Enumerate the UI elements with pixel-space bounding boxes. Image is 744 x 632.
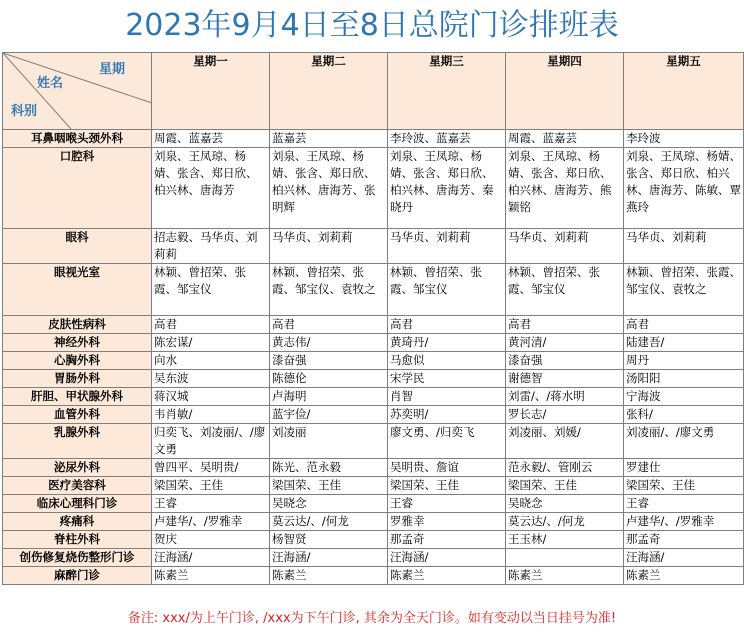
schedule-cell: 陈素兰 — [152, 567, 270, 585]
schedule-cell: 那孟奇 — [624, 531, 744, 549]
schedule-cell: 刘泉、王凤琼、杨婧、张含、郑日欣、柏兴林、唐海芳、张明辉 — [270, 148, 388, 229]
schedule-cell: 王玉林/ — [506, 531, 624, 549]
table-row — [3, 264, 744, 316]
schedule-cell: 林颖、曾招荣、张霞、邹宝仪、袁牧之 — [270, 264, 388, 316]
schedule-cell: 吴东波 — [152, 370, 270, 388]
schedule-cell: 高君 — [270, 316, 388, 334]
day-header-4: 星期四 — [506, 53, 624, 130]
schedule-cell: 陈德伦 — [270, 370, 388, 388]
table-row — [3, 549, 744, 567]
schedule-cell: 黄河清/ — [506, 334, 624, 352]
schedule-cell: 刘泉、王凤琼、杨婧、张含、郑日欣、柏兴林、唐海芳、陈敏、覃燕玲 — [624, 148, 744, 229]
schedule-cell: 莫云达/、/何龙 — [506, 513, 624, 531]
schedule-cell: 漆奋强 — [506, 352, 624, 370]
table-row — [3, 477, 744, 495]
schedule-cell: 汪海涵/ — [152, 549, 270, 567]
schedule-cell: 宋学民 — [388, 370, 506, 388]
schedule-cell: 张科/ — [624, 406, 744, 424]
schedule-table — [2, 52, 744, 585]
table-row — [3, 424, 744, 459]
schedule-cell: 黄琦丹/ — [388, 334, 506, 352]
schedule-cell — [506, 549, 624, 567]
schedule-cell: 廖文勇、/归奕飞 — [388, 424, 506, 459]
corner-day-label: 星期 — [99, 62, 126, 77]
schedule-cell: 林颖、曾招荣、张霞、邹宝仪、袁牧之 — [624, 264, 744, 316]
schedule-cell: 马华贞、刘莉莉 — [270, 229, 388, 264]
schedule-cell: 陆建吾/ — [624, 334, 744, 352]
schedule-cell: 梁国荣、王佳 — [506, 477, 624, 495]
schedule-cell: 杨智贤 — [270, 531, 388, 549]
schedule-cell: 林颖、曾招荣、张霞、邹宝仪 — [152, 264, 270, 316]
schedule-cell: 汪海涵/ — [388, 549, 506, 567]
schedule-cell: 黄志伟/ — [270, 334, 388, 352]
schedule-cell: 马愈似 — [388, 352, 506, 370]
schedule-cell: 刘泉、王凤琼、杨婧、张含、郑日欣、柏兴林、唐海芳 — [152, 148, 270, 229]
schedule-cell: 刘雷/、/蒋水明 — [506, 388, 624, 406]
schedule-cell: 向水 — [152, 352, 270, 370]
schedule-cell: 梁国荣、王佳 — [152, 477, 270, 495]
schedule-cell: 卢海明 — [270, 388, 388, 406]
schedule-cell: 陈素兰 — [624, 567, 744, 585]
schedule-cell: 卢建华/、/罗雅幸 — [624, 513, 744, 531]
page-title: 2023年9月4日至8日总院门诊排班表 — [0, 0, 744, 52]
schedule-cell: 高君 — [388, 316, 506, 334]
table-row — [3, 334, 744, 352]
schedule-cell: 汤阳阳 — [624, 370, 744, 388]
schedule-cell: 蒋汉城 — [152, 388, 270, 406]
schedule-cell: 林颖、曾招荣、张霞、邹宝仪 — [506, 264, 624, 316]
dept-name: 胃肠外科 — [3, 370, 152, 388]
schedule-cell: 吴晓念 — [506, 495, 624, 513]
dept-name: 口腔科 — [3, 148, 152, 229]
schedule-cell: 刘泉、王凤琼、杨婧、张含、郑日欣、柏兴林、唐海芳、秦晓丹 — [388, 148, 506, 229]
schedule-cell: 宁海波 — [624, 388, 744, 406]
schedule-cell: 陈素兰 — [270, 567, 388, 585]
schedule-cell: 高君 — [624, 316, 744, 334]
table-row — [3, 567, 744, 585]
schedule-cell: 吴晓念 — [270, 495, 388, 513]
table-row — [3, 388, 744, 406]
schedule-cell: 肖智 — [388, 388, 506, 406]
table-row — [3, 513, 744, 531]
schedule-cell: 曾四平、吴明贵/ — [152, 459, 270, 477]
schedule-cell: 刘凌丽/、/廖文勇 — [624, 424, 744, 459]
schedule-cell: 苏奕明/ — [388, 406, 506, 424]
schedule-cell: 蓝宇俭/ — [270, 406, 388, 424]
schedule-cell: 罗建仕 — [624, 459, 744, 477]
schedule-cell: 陈素兰 — [506, 567, 624, 585]
table-row — [3, 495, 744, 513]
table-row — [3, 316, 744, 334]
dept-name: 肝胆、甲状腺外科 — [3, 388, 152, 406]
dept-name: 泌尿外科 — [3, 459, 152, 477]
schedule-cell: 吴明贵、詹谊 — [388, 459, 506, 477]
day-header-1: 星期一 — [152, 53, 270, 130]
schedule-cell: 罗长志/ — [506, 406, 624, 424]
schedule-cell: 马华贞、刘莉莉 — [388, 229, 506, 264]
dept-name: 脊柱外科 — [3, 531, 152, 549]
schedule-cell: 王睿 — [152, 495, 270, 513]
table-row — [3, 459, 744, 477]
table-row — [3, 406, 744, 424]
dept-name: 皮肤性病科 — [3, 316, 152, 334]
schedule-cell: 漆奋强 — [270, 352, 388, 370]
table-row — [3, 352, 744, 370]
schedule-cell: 刘凌丽、刘媛/ — [506, 424, 624, 459]
schedule-cell: 陈素兰 — [388, 567, 506, 585]
schedule-cell: 梁国荣、王佳 — [270, 477, 388, 495]
schedule-cell: 汪海涵/ — [270, 549, 388, 567]
schedule-cell: 韦肖敏/ — [152, 406, 270, 424]
dept-name: 血管外科 — [3, 406, 152, 424]
schedule-cell: 范永毅/、管刚云 — [506, 459, 624, 477]
schedule-cell: 梁国荣、王佳 — [388, 477, 506, 495]
day-header-2: 星期二 — [270, 53, 388, 130]
dept-name: 临床心理科门诊 — [3, 495, 152, 513]
dept-name: 心胸外科 — [3, 352, 152, 370]
table-row — [3, 229, 744, 264]
schedule-cell: 陈光、范永毅 — [270, 459, 388, 477]
schedule-cell: 谢德智 — [506, 370, 624, 388]
header-row — [3, 53, 744, 130]
schedule-cell: 罗雅幸 — [388, 513, 506, 531]
corner-name-label: 姓名 — [37, 76, 64, 91]
table-row — [3, 370, 744, 388]
dept-name: 医疗美容科 — [3, 477, 152, 495]
schedule-cell: 莫云达/、/何龙 — [270, 513, 388, 531]
dept-name: 麻醉门诊 — [3, 567, 152, 585]
schedule-cell: 刘泉、王凤琼、杨婧、张含、郑日欣、柏兴林、唐海芳、熊颖铭 — [506, 148, 624, 229]
schedule-cell: 林颖、曾招荣、张霞、邹宝仪 — [388, 264, 506, 316]
dept-name: 乳腺外科 — [3, 424, 152, 459]
schedule-cell: 那孟奇 — [388, 531, 506, 549]
table-row — [3, 130, 744, 148]
schedule-cell: 贺庆 — [152, 531, 270, 549]
schedule-body — [3, 130, 744, 585]
schedule-cell: 王睿 — [624, 495, 744, 513]
dept-name: 疼痛科 — [3, 513, 152, 531]
dept-name: 眼视光室 — [3, 264, 152, 316]
schedule-cell: 李玲波、蓝嘉芸 — [388, 130, 506, 148]
schedule-cell: 汪海涵/ — [624, 549, 744, 567]
table-row — [3, 148, 744, 229]
schedule-cell: 蓝嘉芸 — [270, 130, 388, 148]
schedule-cell: 招志毅、马华贞、刘莉莉 — [152, 229, 270, 264]
schedule-cell: 马华贞、刘莉莉 — [506, 229, 624, 264]
day-header-5: 星期五 — [624, 53, 744, 130]
schedule-cell: 王睿 — [388, 495, 506, 513]
schedule-cell: 马华贞、刘莉莉 — [624, 229, 744, 264]
table-row — [3, 531, 744, 549]
day-header-3: 星期三 — [388, 53, 506, 130]
schedule-cell: 刘凌丽 — [270, 424, 388, 459]
schedule-cell: 高君 — [152, 316, 270, 334]
dept-name: 耳鼻咽喉头颈外科 — [3, 130, 152, 148]
schedule-cell: 梁国荣、王佳 — [624, 477, 744, 495]
schedule-cell: 卢建华/、/罗雅幸 — [152, 513, 270, 531]
schedule-cell: 周霞、蓝嘉芸 — [152, 130, 270, 148]
schedule-cell: 周霞、蓝嘉芸 — [506, 130, 624, 148]
schedule-cell: 陈宏谋/ — [152, 334, 270, 352]
corner-dept-label: 科别 — [11, 104, 38, 119]
dept-name: 眼科 — [3, 229, 152, 264]
schedule-cell: 周丹 — [624, 352, 744, 370]
schedule-cell: 李玲波 — [624, 130, 744, 148]
schedule-cell: 高君 — [506, 316, 624, 334]
dept-name: 神经外科 — [3, 334, 152, 352]
footnote: 备注: xxx/为上午门诊, /xxx为下午门诊, 其余为全天门诊。如有变动以当日挂号为准! — [0, 606, 744, 632]
schedule-cell: 归奕飞、刘凌丽/、/廖文勇 — [152, 424, 270, 459]
corner-header — [3, 53, 152, 130]
dept-name: 创伤修复烧伤整形门诊 — [3, 549, 152, 567]
